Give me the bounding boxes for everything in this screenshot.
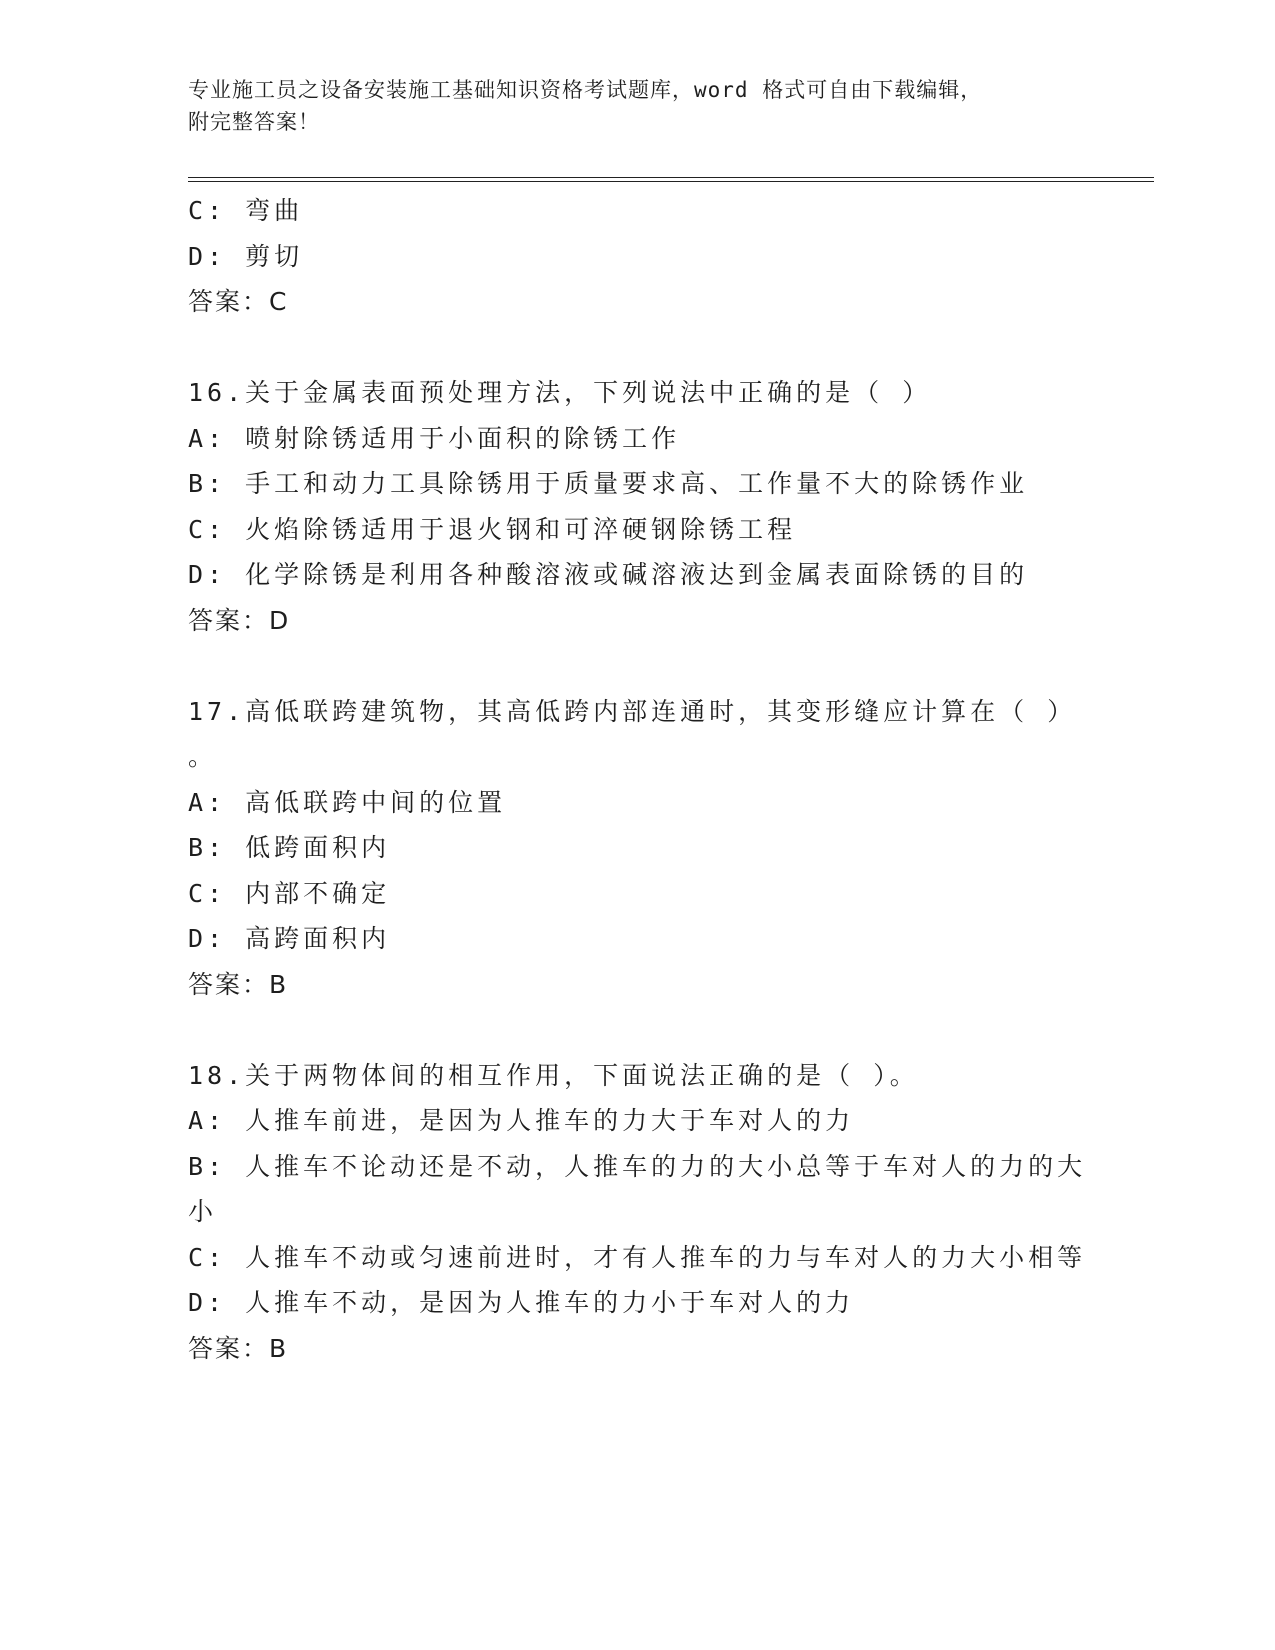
question-17	[188, 689, 1088, 1008]
option-c: C: 火焰除锈适用于退火钢和可淬硬钢除锈工程	[188, 514, 797, 544]
option-b: B: 人推车不论动还是不动，人推车的力的大小总等于车对人的力的大	[188, 1151, 1087, 1181]
question-text: 16.关于金属表面预处理方法，下列说法中正确的是（ ）	[188, 378, 932, 407]
question-text: 18.关于两物体间的相互作用，下面说法正确的是（ ）。	[188, 1060, 919, 1090]
question-text: 17.高低联跨建筑物，其高低跨内部连通时，其变形缝应计算在（ ）	[188, 696, 1077, 726]
option-b-continuation: 小	[188, 1197, 218, 1226]
option-a: A: 人推车前进，是因为人推车的力大于车对人的力	[188, 1106, 855, 1135]
header-line-1: 专业施工员之设备安装施工基础知识资格考试题库，word 格式可自由下载编辑，	[188, 78, 983, 102]
option-d: D: 高跨面积内	[188, 924, 391, 953]
answer-line: 答案：B	[188, 969, 289, 999]
header-divider-top	[188, 177, 1154, 178]
question-15-partial	[188, 188, 1088, 325]
spacer	[188, 1007, 1088, 1053]
option-c: C: 人推车不动或匀速前进时，才有人推车的力与车对人的力大小相等	[188, 1242, 1087, 1272]
option-a: A: 喷射除锈适用于小面积的除锈工作	[188, 423, 681, 453]
spacer	[188, 643, 1088, 689]
question-16	[188, 370, 1088, 643]
option-d: D: 剪切	[188, 241, 304, 271]
question-18	[188, 1053, 1088, 1372]
option-c: C: 内部不确定	[188, 878, 391, 908]
option-a: A: 高低联跨中间的位置	[188, 787, 507, 817]
answer-line: 答案：C	[188, 287, 289, 316]
spacer	[188, 325, 1088, 371]
question-list	[188, 188, 1088, 1371]
option-b: B: 低跨面积内	[188, 833, 391, 862]
header-line-2: 附完整答案！	[188, 110, 320, 134]
option-c: C: 弯曲	[188, 196, 304, 225]
option-d: D: 人推车不动，是因为人推车的力小于车对人的力	[188, 1288, 855, 1317]
header-divider-bottom	[188, 181, 1154, 182]
option-b: B: 手工和动力工具除锈用于质量要求高、工作量不大的除锈作业	[188, 469, 1029, 498]
answer-line: 答案：D	[188, 605, 291, 635]
answer-line: 答案：B	[188, 1333, 289, 1363]
document-header	[188, 74, 1088, 138]
option-d: D: 化学除锈是利用各种酸溶液或碱溶液达到金属表面除锈的目的	[188, 560, 1029, 589]
question-text-continuation: 。	[188, 742, 218, 771]
